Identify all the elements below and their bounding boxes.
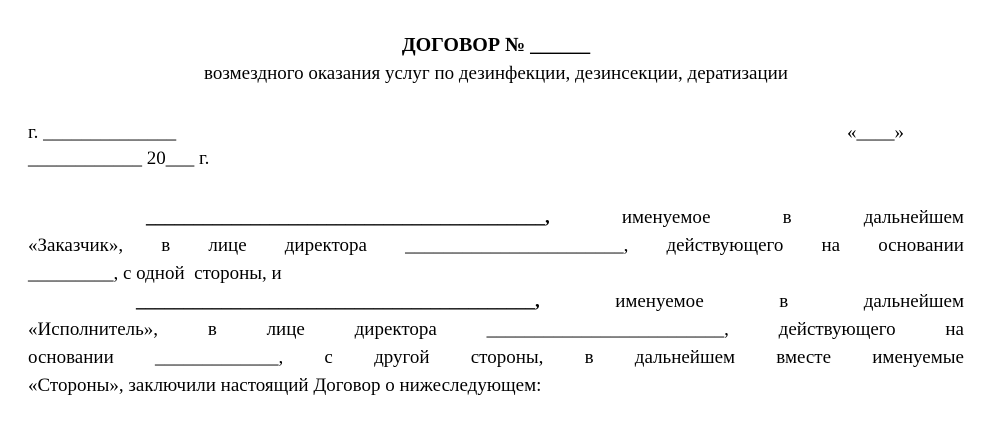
preamble-word: стороны, bbox=[470, 347, 544, 368]
preamble-word: в bbox=[207, 319, 217, 340]
preamble-word: именуемое bbox=[621, 207, 711, 228]
preamble-word: основании bbox=[878, 235, 964, 256]
preamble-word: именуемые bbox=[872, 347, 964, 368]
preamble-word: с bbox=[324, 347, 333, 368]
preamble-line-1 bbox=[28, 204, 964, 232]
preamble-word: в bbox=[782, 207, 792, 228]
preamble-word: лице bbox=[208, 235, 247, 256]
preamble-word: другой bbox=[374, 347, 430, 368]
contract-month-year: ____________ 20___ г. bbox=[28, 148, 210, 169]
preamble-line-4 bbox=[28, 288, 964, 316]
contractor-basis-blank: _____________, bbox=[154, 347, 284, 368]
preamble-word: вместе bbox=[776, 347, 832, 368]
contractor-name-blank: __________________________________________, bbox=[136, 291, 540, 312]
contract-title: ДОГОВОР № ______ bbox=[401, 34, 591, 56]
preamble-word: «Заказчик», bbox=[28, 235, 124, 256]
preamble-word: действующего bbox=[666, 235, 784, 256]
preamble-word: дальнейшем bbox=[863, 291, 964, 312]
contract-city: г. ______________ bbox=[28, 122, 177, 143]
preamble-word: действующего bbox=[778, 319, 896, 340]
preamble-word: дальнейшем bbox=[863, 207, 964, 228]
contractor-director-blank: _________________________, bbox=[486, 319, 729, 340]
preamble-line-3: _________, с одной стороны, и bbox=[28, 263, 282, 284]
preamble-word: лице bbox=[266, 319, 305, 340]
preamble-line-5 bbox=[28, 316, 964, 344]
contract-subtitle: возмездного оказания услуг по дезинфекции, дезинсекции, дератизации bbox=[204, 63, 788, 84]
preamble-line-6 bbox=[28, 344, 964, 372]
preamble-line-7: «Стороны», заключили настоящий Договор о нижеследующем: bbox=[28, 375, 542, 396]
preamble-word: директора bbox=[354, 319, 437, 340]
preamble-word: именуемое bbox=[615, 291, 704, 312]
customer-name-blank: __________________________________________, bbox=[146, 207, 550, 228]
preamble-word: дальнейшем bbox=[634, 347, 736, 368]
preamble-word: на bbox=[945, 319, 964, 340]
preamble-word: директора bbox=[284, 235, 367, 256]
preamble-word: «Исполнитель», bbox=[28, 319, 159, 340]
preamble-word: в bbox=[161, 235, 171, 256]
customer-director-blank: _______________________, bbox=[405, 235, 629, 256]
contract-preamble bbox=[28, 204, 964, 400]
preamble-word: в bbox=[584, 347, 594, 368]
preamble-word: на bbox=[821, 235, 841, 256]
preamble-word: в bbox=[779, 291, 789, 312]
preamble-word: основании bbox=[28, 347, 114, 368]
preamble-line-2 bbox=[28, 232, 964, 260]
contract-day: «____» bbox=[847, 122, 904, 143]
